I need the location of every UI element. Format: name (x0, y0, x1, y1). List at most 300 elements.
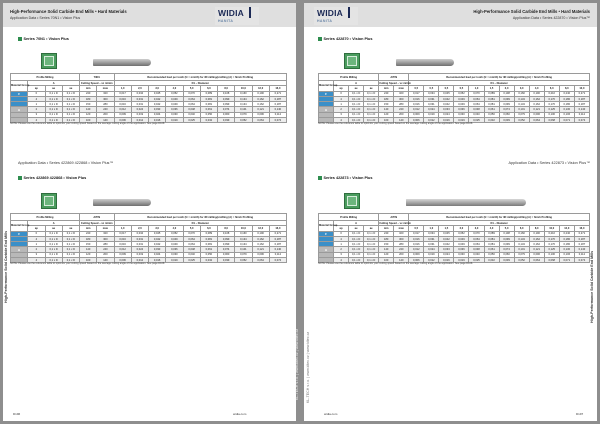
table-header-row (11, 74, 287, 81)
feed-cell: 0,180 (559, 96, 574, 101)
min-header: min (80, 226, 97, 231)
ae-cell: 0,1 x D (349, 258, 364, 263)
ap-cell: 1 (334, 242, 349, 247)
feed-cell: 0,170 (544, 236, 559, 241)
feed-cell: 0,081 (484, 242, 499, 247)
feed-cell: 0,025 (469, 258, 484, 263)
speed-min-cell: 100 (80, 258, 97, 263)
feed-cell: 0,034 (131, 231, 148, 236)
tool-type-header: AlTiN (379, 214, 409, 221)
ae-cell: 0,1 x D (45, 91, 62, 96)
ae-cell: 0,1 x D (45, 242, 62, 247)
feed-cell: 0,017 (114, 91, 131, 96)
feed-cell: 0,210 (544, 91, 559, 96)
speed-min-cell: 140 (379, 107, 394, 112)
speed-min-cell: 140 (80, 247, 97, 252)
diameter-header: 12,0 (252, 86, 269, 91)
table-header-row (319, 214, 590, 221)
diameter-header: 16,0 (269, 86, 286, 91)
feed-cell: 0,180 (559, 242, 574, 247)
ap-cell: 4 (334, 258, 349, 263)
feed-cell: 0,039 (218, 118, 235, 123)
right-side-watermark: KL-TECH s.r.o. | www.kltec.cz | www.kltec.cz (306, 331, 310, 403)
diameter-header: 8,0 (218, 226, 235, 231)
left-header-subtitle: Application Data • Series 70N1 • Vision Plus (10, 16, 81, 20)
diameter-header: 4,0 (529, 86, 544, 91)
feed-cell: 0,019 (424, 252, 439, 257)
ae-cell: 0,1 x D (349, 252, 364, 257)
material-group-header: Material Group (11, 81, 28, 92)
feed-cell: 0,134 (235, 242, 252, 247)
feed-cell: 0,068 (544, 118, 559, 123)
feed-cell: 0,162 (252, 242, 269, 247)
feed-cell: 0,019 (454, 258, 469, 263)
max-header: max (394, 86, 409, 91)
diameter-header: 16,0 (574, 226, 589, 231)
feed-cell: 0,068 (544, 258, 559, 263)
ae-cell: 0,1 x D (45, 112, 62, 117)
feed-cell: 0,074 (269, 118, 286, 123)
speed-max-cell: 140 (97, 118, 114, 123)
speed-min-cell: 240 (379, 91, 394, 96)
material-group-header: Material Group (319, 221, 334, 232)
feed-cell: 0,070 (469, 91, 484, 96)
speed-min-cell: 180 (80, 236, 97, 241)
feed-cell: 0,012 (114, 247, 131, 252)
feed-cell: 0,099 (499, 102, 514, 107)
ae2-cell: 0,1 x D (364, 252, 379, 257)
speed-max-cell: 140 (394, 118, 409, 123)
ae-cell: 0,1 x D (349, 231, 364, 236)
speed-max-cell: 300 (97, 96, 114, 101)
feed-cell: 0,096 (252, 252, 269, 257)
feed-cell: 0,064 (529, 118, 544, 123)
feed-cell: 0,036 (454, 107, 469, 112)
feed-cell: 0,162 (529, 102, 544, 107)
feed-cell: 0,101 (235, 107, 252, 112)
feed-cell: 0,017 (409, 91, 424, 96)
table-series-70n1 (10, 73, 287, 123)
feed-cell: 0,049 (454, 96, 469, 101)
feed-cell: 0,140 (574, 107, 589, 112)
ae-cell: 0,1 x D (349, 112, 364, 117)
profile-milling-header: Profile Milling (319, 214, 379, 221)
ae-cell: 0,1 x D (45, 96, 62, 101)
feed-cell: 0,162 (529, 236, 544, 241)
feed-cell: 0,032 (200, 258, 217, 263)
feed-cell: 0,048 (183, 107, 200, 112)
feed-cell: 0,079 (235, 252, 252, 257)
feed-cell: 0,108 (499, 231, 514, 236)
feed-cell: 0,006 (409, 118, 424, 123)
feed-cell: 0,006 (114, 118, 131, 123)
feed-cell: 0,108 (499, 91, 514, 96)
ap-cell: 1 (28, 102, 45, 107)
ap-cell: 0 (334, 231, 349, 236)
speed-max-cell: 300 (394, 236, 409, 241)
feed-cell: 0,190 (252, 91, 269, 96)
feed-cell: 0,031 (131, 96, 148, 101)
feed-cell: 0,125 (544, 107, 559, 112)
ae2-header: ae (364, 226, 379, 231)
speed-max-cell: 280 (97, 102, 114, 107)
feed-cell: 0,061 (200, 107, 217, 112)
feed-cell: 0,064 (183, 236, 200, 241)
left-side-label: High-Performance Solid Carbide End Mills (4, 230, 8, 303)
ap-cell: 3 (334, 112, 349, 117)
speed-max-cell: 280 (394, 102, 409, 107)
feed-cell: 0,160 (514, 231, 529, 236)
speed-max-cell: 200 (394, 112, 409, 117)
end-mill-image (93, 199, 151, 206)
feed-cell: 0,050 (200, 252, 217, 257)
feed-cell: 0,121 (529, 247, 544, 252)
feed-cell: 0,012 (131, 118, 148, 123)
feed-cell: 0,070 (183, 231, 200, 236)
feed-cell: 0,099 (499, 242, 514, 247)
vision-plus-cube-icon (344, 53, 360, 69)
ae2-cell: 0,1 x D (364, 242, 379, 247)
a-header: A (28, 221, 80, 226)
profile-milling-header: Profile Milling (11, 74, 80, 81)
diameter-header: 3,0 (149, 226, 166, 231)
feed-cell: 0,019 (166, 258, 183, 263)
right-section2-title: Series 422873 • Vision Plus (318, 176, 372, 180)
feed-cell: 0,099 (218, 236, 235, 241)
feed-cell: 0,036 (166, 247, 183, 252)
right-page (304, 3, 597, 421)
feed-cell: 0,081 (200, 102, 217, 107)
feed-cell: 0,210 (544, 231, 559, 236)
feed-cell: 0,130 (559, 107, 574, 112)
diameter-header: 6,0 (200, 226, 217, 231)
feed-cell: 0,031 (424, 102, 439, 107)
diameter-header: 1,0 (469, 86, 484, 91)
speed-min-cell: 120 (80, 252, 97, 257)
speed-max-cell: 240 (394, 247, 409, 252)
right-widia-logo (314, 7, 358, 25)
ae-cell: 0,1 x D (45, 107, 62, 112)
feed-cell: 0,074 (574, 258, 589, 263)
feed-cell: 0,187 (574, 236, 589, 241)
speed-max-cell: 240 (97, 107, 114, 112)
feed-cell: 0,271 (574, 91, 589, 96)
table-header-row (319, 74, 590, 81)
feed-cell: 0,081 (484, 236, 499, 241)
feed-cell: 0,190 (529, 91, 544, 96)
right-page-number: D197 (576, 412, 584, 416)
ae2-cell: 0,1 x D (364, 236, 379, 241)
feed-cell: 0,031 (131, 102, 148, 107)
speed-header: Cutting Speed – vc m/min (379, 221, 411, 225)
feed-cell: 0,009 (409, 112, 424, 117)
ae2-cell: 0,1 x D (62, 102, 79, 107)
feed-cell: 0,031 (131, 242, 148, 247)
ap-cell: 2 (334, 107, 349, 112)
feed-cell: 0,074 (574, 118, 589, 123)
diameter-header: 12,0 (574, 86, 589, 91)
speed-min-cell: 140 (379, 247, 394, 252)
feed-cell: 0,024 (439, 112, 454, 117)
feed-cell: 0,006 (114, 258, 131, 263)
feed-cell: 0,187 (269, 102, 286, 107)
feed-cell: 0,048 (469, 107, 484, 112)
material-group-header: Material Group (319, 81, 334, 92)
diameter-header: 3,0 (514, 86, 529, 91)
feed-cell: 0,064 (469, 242, 484, 247)
feed-cell: 0,064 (183, 102, 200, 107)
section-bullet-icon (18, 176, 22, 180)
ae-header: ae (349, 226, 364, 231)
left-page-number: D196 (13, 412, 21, 416)
feed-cell: 0,064 (252, 258, 269, 263)
d1-header: D1 – Diameter (409, 81, 590, 86)
feed-cell: 0,101 (514, 247, 529, 252)
feed-cell: 0,125 (544, 247, 559, 252)
feed-cell: 0,034 (131, 91, 148, 96)
feed-cell: 0,042 (149, 236, 166, 241)
right-table2-note: NOTE: Please use the reference table to optimize your cutting speed based on the average cutting angle of the application. See page D108. (318, 262, 473, 265)
diameter-header: 0,5 (409, 226, 424, 231)
ae-cell: 0,1 x D (349, 91, 364, 96)
speed-min-cell: 150 (80, 102, 97, 107)
diameter-header: 0,5 (439, 86, 454, 91)
feed-cell: 0,019 (131, 112, 148, 117)
material-group-cell: F (319, 91, 334, 96)
feed-cell: 0,190 (529, 231, 544, 236)
diameter-header: 8,0 (529, 226, 544, 231)
feed-cell: 0,048 (469, 247, 484, 252)
feed-cell: 0,024 (131, 107, 148, 112)
feed-cell: 0,187 (574, 242, 589, 247)
left-header-title: High-Performance Solid Carbide End Mills • Hard Materials (10, 9, 127, 14)
feed-cell: 0,016 (149, 118, 166, 123)
material-group-cell: F (11, 91, 28, 96)
diameter-header: 8,0 (559, 86, 574, 91)
feed-cell: 0,121 (529, 107, 544, 112)
feed-cell: 0,050 (484, 112, 499, 117)
feed-cell: 0,081 (200, 242, 217, 247)
left-site: widia.com (233, 412, 247, 416)
diameter-header: 3,0 (469, 226, 484, 231)
speed-header: Cutting Speed – vc m/min (80, 221, 113, 225)
feed-cell: 0,271 (269, 91, 286, 96)
diameter-header: 8,0 (218, 86, 235, 91)
diameter-header: 1,0 (114, 226, 131, 231)
ae2-header: ae (62, 226, 79, 231)
feed-cell: 0,187 (269, 242, 286, 247)
table-series-422873 (318, 213, 590, 263)
diameter-header: 4,0 (484, 226, 499, 231)
ap-cell: 4 (334, 118, 349, 123)
diameter-header: 16,0 (269, 226, 286, 231)
feed-cell: 0,112 (269, 252, 286, 257)
feed-cell: 0,060 (218, 252, 235, 257)
tool-type-header: AlTiN (80, 214, 115, 221)
feed-cell: 0,049 (166, 102, 183, 107)
speed-min-cell: 240 (80, 231, 97, 236)
feed-cell: 0,271 (269, 231, 286, 236)
diameter-header: 2,0 (131, 86, 148, 91)
feed-cell: 0,121 (252, 107, 269, 112)
feed-cell: 0,162 (529, 242, 544, 247)
ae2-cell: 0,1 x D (62, 231, 79, 236)
feed-cell: 0,009 (114, 112, 131, 117)
feed-cell: 0,061 (484, 247, 499, 252)
max-header: max (97, 226, 114, 231)
ae-cell: 0,1 x D (349, 96, 364, 101)
speed-max-cell: 320 (394, 231, 409, 236)
feed-cell: 0,049 (166, 96, 183, 101)
feed-cell: 0,040 (469, 252, 484, 257)
feed-cell: 0,048 (183, 247, 200, 252)
feed-cell: 0,061 (484, 107, 499, 112)
feed-cell: 0,134 (235, 236, 252, 241)
feed-cell: 0,033 (439, 247, 454, 252)
diameter-header: 1,0 (114, 86, 131, 91)
speed-min-cell: 240 (80, 91, 97, 96)
feed-cell: 0,034 (424, 231, 439, 236)
right-logo-text: WIDIA (317, 8, 344, 18)
right-header-title: High-Performance Solid Carbide End Mills • Hard Materials (473, 9, 590, 14)
feed-cell: 0,012 (424, 118, 439, 123)
right-section2-heading: Application Data • Series 422873 • Vision Plus™ (508, 161, 590, 165)
tool-type-header: 70N1 (80, 74, 115, 81)
ae2-cell: 0,1 x D (364, 96, 379, 101)
feed-cell: 0,099 (499, 236, 514, 241)
feed-cell: 0,079 (514, 112, 529, 117)
feed-cell: 0,096 (529, 112, 544, 117)
feed-cell: 0,071 (559, 258, 574, 263)
material-group-cell: H (319, 107, 334, 112)
speed-min-cell: 180 (80, 96, 97, 101)
material-group-cell: H (11, 107, 28, 112)
speed-max-cell: 240 (97, 247, 114, 252)
feed-cell: 0,064 (183, 96, 200, 101)
speed-max-cell: 320 (97, 91, 114, 96)
ap-cell: 1 (28, 242, 45, 247)
ae2-cell: 0,1 x D (62, 112, 79, 117)
feed-cell: 0,089 (484, 231, 499, 236)
feed-cell: 0,016 (409, 242, 424, 247)
feed-cell: 0,134 (514, 242, 529, 247)
ap-cell: 0 (28, 91, 45, 96)
ae2-cell: 0,1 x D (364, 231, 379, 236)
feed-cell: 0,108 (218, 231, 235, 236)
feed-cell: 0,024 (439, 252, 454, 257)
diameter-header: 0,5 (454, 86, 469, 91)
feed-cell: 0,040 (183, 252, 200, 257)
feed-cell: 0,089 (200, 231, 217, 236)
feed-cell: 0,032 (200, 118, 217, 123)
ae2-cell: 0,1 x D (62, 91, 79, 96)
speed-max-cell: 200 (97, 112, 114, 117)
feed-cell: 0,134 (235, 102, 252, 107)
feed-cell: 0,016 (114, 236, 131, 241)
right-logo-sub: HANITA (317, 19, 333, 23)
feed-cell: 0,040 (183, 112, 200, 117)
ae2-cell: 0,1 x D (364, 107, 379, 112)
speed-max-cell: 200 (394, 252, 409, 257)
feed-cell: 0,081 (484, 96, 499, 101)
feed-cell: 0,030 (166, 252, 183, 257)
feed-cell: 0,016 (439, 258, 454, 263)
feed-cell: 0,099 (499, 96, 514, 101)
left-section1-title: Series 70N1 • Vision Plus (18, 37, 69, 41)
diameter-header: 6,0 (514, 226, 529, 231)
feed-cell: 0,187 (574, 102, 589, 107)
feed-cell: 0,170 (544, 242, 559, 247)
speed-min-cell: 100 (379, 118, 394, 123)
feed-cell: 0,042 (149, 242, 166, 247)
diameter-header: 4,0 (166, 226, 183, 231)
ae2-cell: 0,1 x D (62, 118, 79, 123)
ae-header: ae (45, 226, 62, 231)
feed-cell: 0,039 (499, 258, 514, 263)
ap-cell: 4 (28, 96, 45, 101)
feed-cell: 0,024 (131, 247, 148, 252)
feed-cell: 0,016 (114, 102, 131, 107)
diameter-header: 4,0 (166, 86, 183, 91)
diameter-header: 1,5 (484, 86, 499, 91)
left-logo-sub: HANITA (218, 19, 234, 23)
speed-max-cell: 300 (97, 236, 114, 241)
feed-cell: 0,012 (409, 247, 424, 252)
feed-cell: 0,012 (424, 258, 439, 263)
diameter-header: 2,0 (131, 226, 148, 231)
feed-cell: 0,016 (409, 102, 424, 107)
material-group-header: Material Group (11, 221, 28, 232)
feed-cell: 0,034 (424, 91, 439, 96)
diameter-header: 1,0 (424, 226, 439, 231)
material-group-cell: H (11, 247, 28, 252)
ap-cell: 2 (28, 107, 45, 112)
left-section2-title: Series 422869 422868 • Vision Plus (18, 176, 86, 180)
feed-cell: 0,031 (131, 236, 148, 241)
feed-header: Recommended feed per tooth (fz = mm/th) for 3D milling/profiling (A) = finish Profiling (409, 74, 590, 81)
feed-cell: 0,070 (469, 231, 484, 236)
feed-cell: 0,100 (544, 252, 559, 257)
speed-min-cell: 120 (379, 112, 394, 117)
feed-cell: 0,079 (514, 252, 529, 257)
feed-cell: 0,060 (218, 112, 235, 117)
right-site: widia.com (324, 412, 338, 416)
feed-cell: 0,025 (183, 118, 200, 123)
right-header (304, 3, 597, 27)
right-header-subtitle: Application Data • Series 422870 • Vision Plus™ (512, 16, 590, 20)
ae-cell: 0,1 x D (45, 247, 62, 252)
feed-cell: 0,081 (484, 102, 499, 107)
feed-cell: 0,052 (235, 258, 252, 263)
feed-cell: 0,101 (514, 107, 529, 112)
feed-cell: 0,039 (499, 118, 514, 123)
feed-cell: 0,012 (409, 107, 424, 112)
feed-cell: 0,074 (499, 247, 514, 252)
long-reach-end-mill-image (406, 199, 526, 206)
feed-cell: 0,024 (424, 247, 439, 252)
feed-cell: 0,045 (149, 91, 166, 96)
feed-cell: 0,025 (183, 258, 200, 263)
feed-cell: 0,016 (114, 242, 131, 247)
ae-cell: 0,1 x D (45, 236, 62, 241)
feed-cell: 0,134 (514, 96, 529, 101)
feed-cell: 0,074 (218, 107, 235, 112)
vision-plus-cube-icon (344, 193, 360, 209)
feed-cell: 0,045 (149, 231, 166, 236)
table-header-row (11, 214, 287, 221)
feed-cell: 0,017 (409, 231, 424, 236)
ap-header: ap (334, 86, 349, 91)
